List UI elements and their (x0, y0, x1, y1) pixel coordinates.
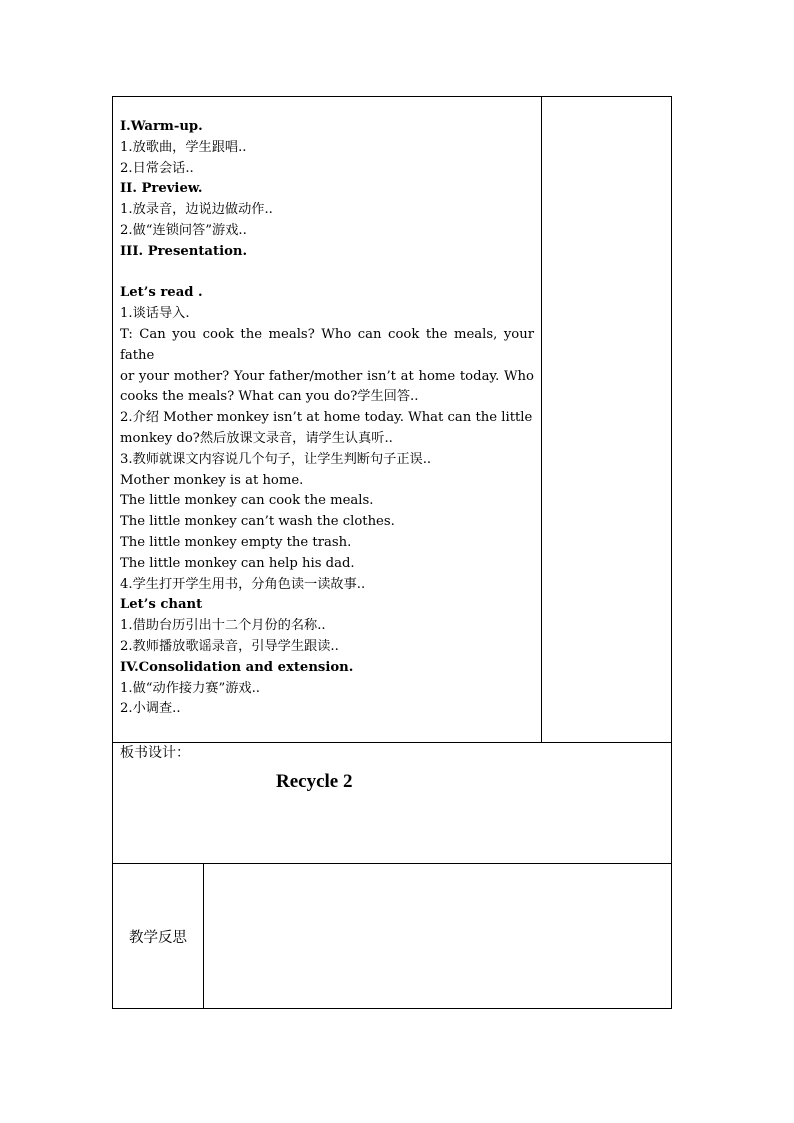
procedure-line: 2.日常会话.. (120, 160, 194, 176)
board-design-title: Recycle 2 (276, 771, 353, 792)
procedure-line: 1.做“动作接力赛”游戏.. (120, 680, 260, 696)
section-heading: III. Presentation. (120, 243, 248, 259)
procedure-line: 3.教师就课文内容说几个句子，让学生判断句子正误.. (120, 451, 432, 467)
procedure-line: 2.做“连锁问答”游戏.. (120, 222, 247, 238)
reflection-column-divider (203, 863, 204, 1008)
procedure-line: T: Can you cook the meals? Who can cook the meals, your fathe (120, 326, 534, 363)
procedure-line: The little monkey empty the trash. (120, 534, 352, 550)
blank-line (120, 263, 534, 284)
teaching-procedure (120, 117, 534, 720)
procedure-line: 4.学生打开学生用书，分角色读一读故事.. (120, 576, 366, 592)
procedure-line: Mother monkey is at home. (120, 472, 304, 488)
section-heading: Let’s read . (120, 285, 203, 301)
procedure-line: The little monkey can help his dad. (120, 555, 355, 571)
reflection-row-divider (113, 863, 671, 864)
section-heading: Let’s chant (120, 597, 203, 613)
section-heading: IV.Consolidation and extension. (120, 659, 354, 675)
procedure-line: 1.借助台历引出十二个月份的名称.. (120, 618, 326, 634)
procedure-line: 1.放歌曲，学生跟唱.. (120, 139, 247, 155)
procedure-line: 2.教师播放歌谣录音，引导学生跟读.. (120, 638, 339, 654)
lesson-plan-table (112, 96, 672, 1009)
procedure-line: 1.谈话导入. (120, 306, 190, 322)
reflection-label: 教学反思 (129, 930, 187, 946)
notes-column-divider (541, 97, 542, 742)
procedure-line: 2.介绍 Mother monkey isn’t at home today. What can the little monkey do?然后放课文录音，请学生认真听.. (120, 410, 533, 446)
section-heading: II. Preview. (120, 181, 203, 197)
procedure-line: The little monkey can’t wash the clothes. (120, 514, 395, 530)
procedure-line: or your mother? Your father/mother isn’t at home today. Who cooks the meals? What can you do?学生回答.. (120, 368, 534, 405)
section-heading: I.Warm-up. (120, 119, 203, 134)
board-row-divider (113, 742, 671, 743)
procedure-line: The little monkey can cook the meals. (120, 493, 374, 509)
procedure-line: 1.放录音，边说边做动作.. (120, 202, 273, 218)
procedure-line: 2.小调查.. (120, 701, 181, 717)
board-design-label: 板书设计： (120, 745, 190, 761)
